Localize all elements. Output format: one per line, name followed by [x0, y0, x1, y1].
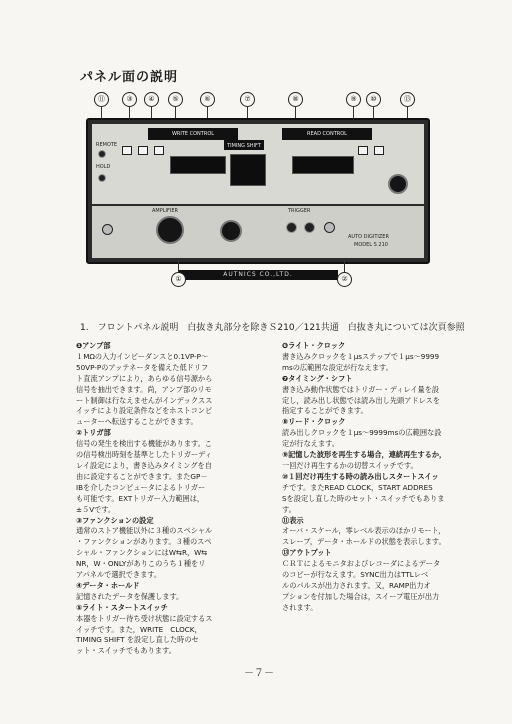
text-line: 一回だけ再生するかの切替スイッチです。 [282, 460, 418, 470]
read-start-button[interactable] [374, 146, 384, 155]
text-line: IBを介したコンピュータによるトリガー [76, 482, 206, 492]
callout-7: ⑦ [240, 92, 255, 107]
text-line: ⑧リード・クロック [282, 417, 346, 427]
text-line: オーバ・スケール，零レベル表示のほかリモート， [282, 526, 446, 536]
panel-upper [92, 124, 424, 204]
text-line: プションを付加した場合は，スイープ電圧が出力 [282, 591, 440, 601]
text-line: イッチです。また，WRITE CLOCK， [76, 624, 202, 634]
front-panel-figure [78, 92, 432, 288]
timing-shift-label: TIMING SHIFT [224, 140, 264, 150]
ext-trigger-jack[interactable] [324, 222, 335, 233]
hold-label: HOLD [96, 164, 111, 170]
text-line: NR，W・ONLYがありこのうち１種をリ [76, 559, 206, 569]
callout-11: ⑪ [94, 92, 109, 107]
text-line: 書き込み動作状態ではトリガー・ディレイ量を設 [282, 384, 440, 394]
amplifier-label: AMPLIFIER [152, 208, 178, 214]
text-line: ット・スイッチでもあります。 [76, 646, 176, 656]
text-line: ❻ライト・クロック [282, 341, 346, 350]
trigger-level-knob[interactable] [286, 222, 297, 233]
text-line: １MΩの入力インピーダンスと0.1VP-P〜 [76, 351, 209, 361]
text-line: の信号検出時刻を基準としたトリガーディ [76, 450, 212, 460]
text-line: 50VP-Pのアッテネータを備えた低ドリフ [76, 362, 209, 372]
text-line: シャル・ファンクションにはW⇆R，W⇆ [76, 548, 208, 558]
text-line: ト直流アンプにより，あらゆる信号源から [76, 373, 213, 383]
callout-6: ⑥ [200, 92, 215, 107]
text-line: ⑪表示 [282, 515, 304, 525]
text-line: 記憶されたデータを保護します。 [76, 591, 184, 601]
text-line: アパネルで選択できます。 [76, 570, 162, 580]
text-line: ⑬アウトプット [282, 548, 332, 558]
text-line: のコピーが行なえます。SYNC出力はTTLレベ [282, 570, 429, 580]
model-number: MODEL S 210 [354, 242, 388, 248]
text-line: 由に設定することができます。またGP－ [76, 471, 208, 481]
attenuator-knob[interactable] [156, 216, 184, 244]
input-jack[interactable] [102, 224, 113, 235]
model-name: AUTO DIGITIZER [348, 234, 389, 240]
offset-knob[interactable] [220, 220, 242, 242]
section-heading: 1. フロントパネル説明 白抜き丸部分を除きＳ210／121共通 白抜き丸については次頁参照 [80, 323, 465, 333]
callout-9: ⑨ [346, 92, 361, 107]
function-button[interactable] [122, 146, 132, 155]
text-line: ⑩１回だけ再生する時の読み出しスタートスイッ [282, 471, 439, 481]
text-line: ⑨記憶した波形を再生する場合，連続再生するか， [282, 450, 447, 460]
text-line: Sを設定し直した時のセット・スイッチでもありま [282, 493, 445, 503]
remote-label: REMOTE [96, 142, 118, 148]
text-line: 読み出しクロックを１μs〜9999msの広範囲な設 [282, 428, 442, 438]
text-line: レイ設定により，書き込みタイミングを自 [76, 460, 212, 470]
text-line: ❼タイミング・シフト [282, 373, 353, 383]
instrument-panel [86, 118, 430, 278]
page-title: パネル面の説明 [80, 70, 179, 85]
callout-1: ① [171, 272, 186, 287]
text-line: 本器をトリガー待ち受け状態に設定するス [76, 613, 213, 623]
read-clock-display [292, 156, 354, 174]
text-line: 信号の発生を検出する機能があります。こ [76, 439, 212, 449]
text-line: ③ファンクションの設定 [76, 515, 154, 525]
text-line: ューターへ転送することができます。 [76, 417, 198, 427]
text-line: ❶アンプ部 [76, 341, 111, 350]
repeat-button[interactable] [358, 146, 368, 155]
text-line: ±５Vです。 [76, 504, 116, 514]
callout-5: ⑤ [168, 92, 183, 107]
text-line: ルのパルスが出力されます。又，RAMP出力オ [282, 580, 431, 590]
read-control-label: READ CONTROL [282, 128, 372, 140]
text-line: スレーブ，データ・ホールドの状態を表示します。 [282, 537, 446, 547]
text-line: TIMING SHIFT を設定し直した時のセ [76, 635, 199, 645]
write-clock-display [170, 156, 226, 174]
text-line: ⑤ライト・スタートスイッチ [76, 602, 168, 612]
write-control-label: WRITE CONTROL [148, 128, 238, 140]
text-line: ④データ・ホールド [76, 580, 140, 590]
text-line: 通常のストア機能以外に３種のスペシャル [76, 526, 213, 536]
text-line: ・ファンクションがあります。３種のスペ [76, 537, 212, 547]
timing-shift-display [230, 154, 266, 186]
text-line: ②トリガ部 [76, 428, 111, 438]
trigger-label: TRIGGER [288, 208, 311, 214]
text-line: msの広範囲な設定が行なえます。 [282, 362, 393, 372]
text-line: 指定することができます。 [282, 406, 368, 416]
text-line: 定し，読み出し状態では読み出し先頭アドレスを [282, 395, 440, 405]
callout-13: ⑬ [400, 92, 415, 107]
text-line: イッチにより設定条件などをホストコンピ [76, 406, 213, 416]
callout-4: ④ [144, 92, 159, 107]
text-line: ート制御は行なえませんがインデックスス [76, 395, 213, 405]
text-line: 定が行なえます。 [282, 439, 339, 449]
panel-lower [92, 206, 424, 258]
data-hold-button[interactable] [138, 146, 148, 155]
text-line: されます。 [282, 602, 318, 612]
write-start-button[interactable] [154, 146, 164, 155]
text-line: ＣＲＴによるモニタおよびレコーダによるデータ [282, 559, 441, 569]
text-line: チです。またREAD CLOCK，START ADDRES [282, 482, 433, 492]
trigger-slope-knob[interactable] [304, 222, 315, 233]
callout-2: ② [337, 272, 352, 287]
text-line: す。 [282, 504, 296, 514]
text-line: も可能です。EXTトリガー入力範囲は， [76, 493, 205, 503]
callout-10: ⑩ [366, 92, 381, 107]
text-line: 書き込みクロックを１μsステップで１μs〜9999 [282, 351, 440, 361]
page-number: －７－ [244, 668, 274, 679]
output-knob[interactable] [388, 174, 408, 194]
callout-3: ③ [122, 92, 137, 107]
right-column [282, 341, 482, 614]
brand-label: AUTNICS CO.,LTD. [178, 270, 338, 280]
left-column [76, 341, 274, 657]
text-line: 信号を抽出できます。尚，アンプ部のリモ [76, 384, 212, 394]
callout-8: ⑧ [288, 92, 303, 107]
